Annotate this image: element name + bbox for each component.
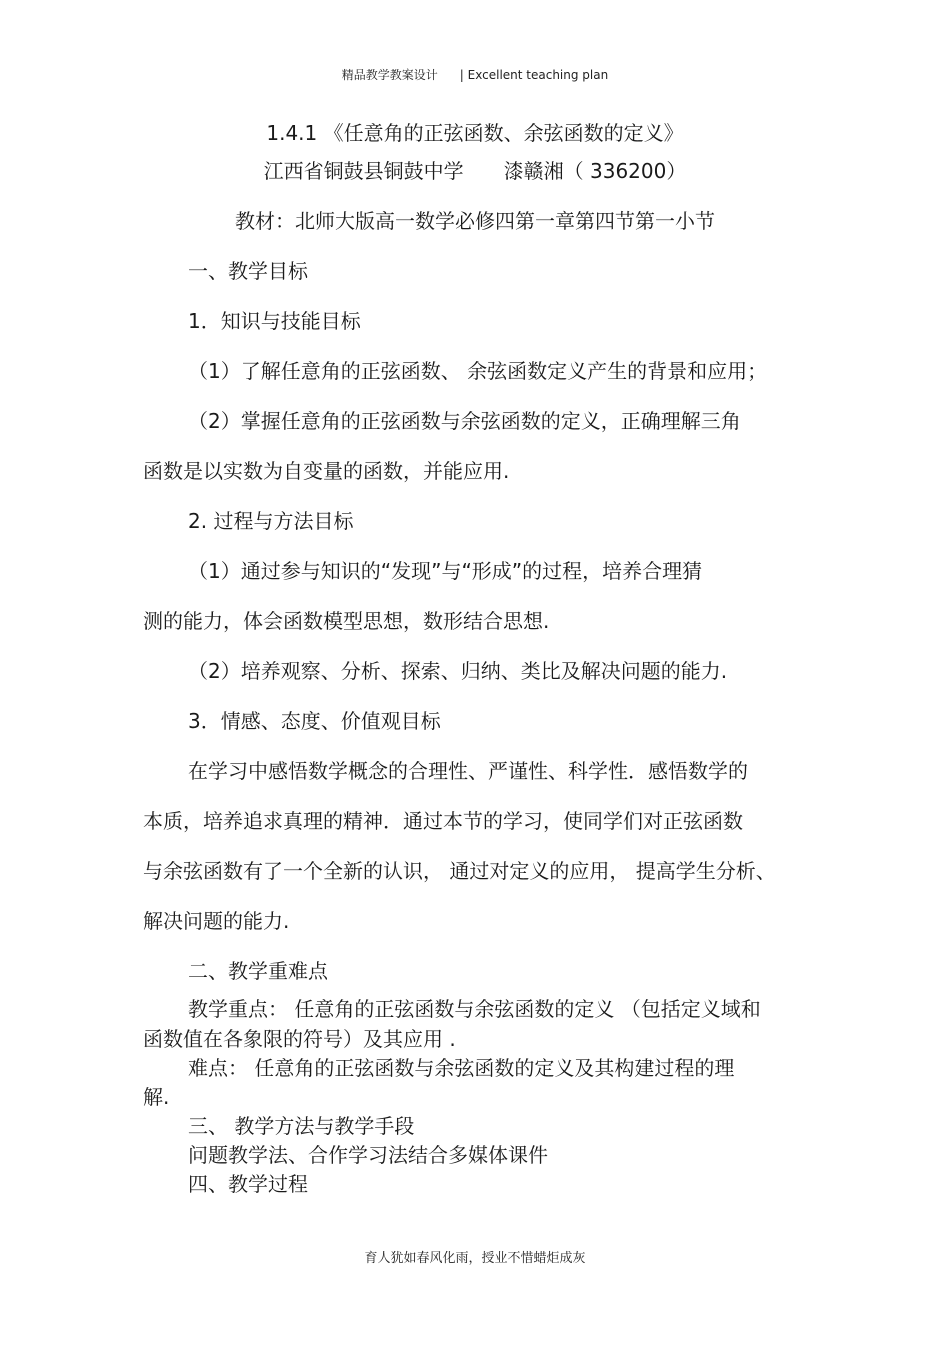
paragraph-knowledge-2-line1: （2）掌握任意角的正弦函数与余弦函数的定义，正确理解三角 [188, 409, 741, 433]
paragraph-emotion-line3: 与余弦函数有了一个全新的认识， 通过对定义的应用， 提高学生分析、 [143, 859, 776, 883]
textbook-info: 教材：北师大版高一数学必修四第一章第四节第一小节 [235, 209, 715, 233]
section-heading-objectives: 一、教学目标 [188, 259, 308, 283]
subheading-process-methods: 2. 过程与方法目标 [188, 509, 354, 533]
header-title-cn: 精品教学教案设计 [341, 68, 438, 82]
section-heading-key-points: 二、教学重难点 [188, 959, 328, 983]
document-title: 1.4.1 《任意角的正弦函数、余弦函数的定义》 [266, 121, 684, 145]
paragraph-methods: 问题教学法、合作学习法结合多媒体课件 [188, 1143, 548, 1167]
author-name: 漆赣湘（ 336200） [503, 159, 687, 183]
paragraph-process-2: （2）培养观察、分析、探索、归纳、类比及解决问题的能力. [188, 659, 728, 683]
author-line [0, 158, 950, 184]
page-header [0, 67, 950, 83]
section-heading-process: 四、教学过程 [188, 1172, 308, 1196]
paragraph-difficulty-line1: 难点： 任意角的正弦函数与余弦函数的定义及其构建过程的理 [188, 1056, 735, 1080]
subheading-emotion-values: 3．情感、态度、价值观目标 [188, 709, 441, 733]
paragraph-knowledge-2-line2: 函数是以实数为自变量的函数，并能应用. [143, 459, 510, 483]
paragraph-emotion-line1: 在学习中感悟数学概念的合理性、严谨性、科学性．感悟数学的 [188, 759, 748, 783]
paragraph-key-point-line1: 教学重点： 任意角的正弦函数与余弦函数的定义 （包括定义域和 [188, 997, 761, 1021]
paragraph-process-1-line2: 测的能力，体会函数模型思想，数形结合思想. [143, 609, 550, 633]
paragraph-knowledge-1: （1）了解任意角的正弦函数、 余弦函数定义产生的背景和应用； [188, 359, 768, 383]
paragraph-difficulty-line2: 解. [143, 1085, 170, 1109]
paragraph-emotion-line2: 本质，培养追求真理的精神．通过本节的学习，使同学们对正弦函数 [143, 809, 743, 833]
paragraph-process-1-line1: （1）通过参与知识的“发现”与“形成”的过程，培养合理猜 [188, 559, 703, 583]
paragraph-key-point-line2: 函数值在各象限的符号）及其应用 . [143, 1027, 456, 1051]
paragraph-emotion-line4: 解决问题的能力. [143, 909, 290, 933]
school-name: 江西省铜鼓县铜鼓中学 [263, 159, 464, 183]
section-heading-methods: 三、 教学方法与教学手段 [188, 1114, 415, 1138]
header-title-en: | Excellent teaching plan [459, 68, 609, 82]
page-footer: 育人犹如春风化雨，授业不惜蜡炬成灰 [364, 1251, 586, 1266]
subheading-knowledge-skills: 1．知识与技能目标 [188, 309, 361, 333]
